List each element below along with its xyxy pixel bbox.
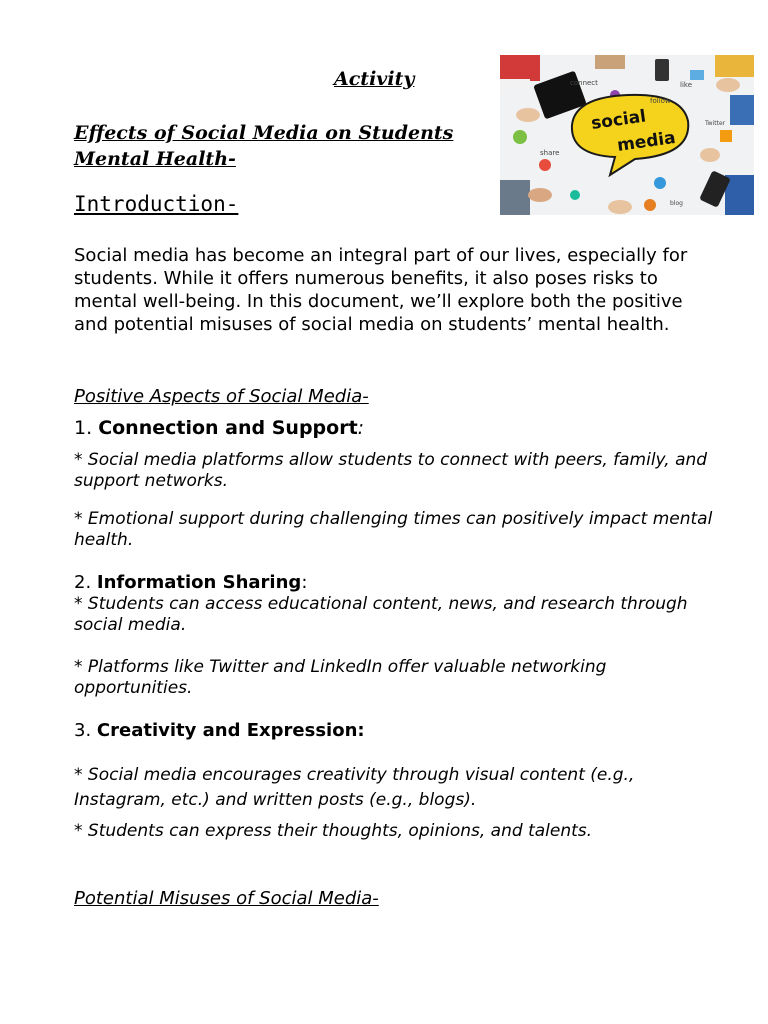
bullet-point: * Students can access educational content, news, and research through social media. — [74, 594, 688, 635]
item-title: Information Sharing — [96, 572, 302, 593]
document-title: Effects of Social Media on Students Mental Health- — [74, 122, 454, 170]
collage-word-connect: connect — [570, 79, 598, 87]
item-suffix: : — [357, 417, 365, 439]
item-number: 1. — [74, 417, 93, 439]
introduction-heading: Introduction- — [74, 192, 239, 216]
item-suffix: : — [301, 572, 308, 593]
collage-bubble-text-2: media — [615, 127, 677, 156]
item-information-sharing — [74, 572, 307, 593]
item-number: 3. — [74, 720, 92, 741]
positive-aspects-heading: Positive Aspects of Social Media- — [74, 386, 369, 407]
bullet-point: * Students can express their thoughts, opinions, and talents. — [74, 821, 593, 841]
collage-word-twitter: Twitter — [705, 120, 726, 127]
potential-misuses-heading: Potential Misuses of Social Media- — [74, 888, 379, 909]
collage-word-follow: follow — [650, 97, 671, 105]
item-title: Connection and Support — [98, 417, 358, 439]
collage-word-blog: blog — [670, 200, 683, 207]
bullet-point: * Platforms like Twitter and LinkedIn offer valuable networking opportunities. — [74, 657, 607, 698]
collage-bubble-text-1: social — [589, 106, 648, 134]
item-creativity-and-expression — [74, 720, 365, 741]
item-title: Creativity and Expression: — [96, 720, 365, 741]
collage-word-like: like — [680, 81, 693, 89]
introduction-paragraph: Social media has become an integral part of our lives, especially for students. While it offers numerous benefits, it also poses risks to mental well-being. In this document, we’ll explore both the positive and potential misuses of social media on students’ mental health. — [74, 245, 688, 335]
bullet-point: * Social media platforms allow students to connect with peers, family, and support networks. — [74, 450, 708, 491]
item-number: 2. — [74, 572, 92, 593]
collage-word-share: share — [540, 149, 560, 157]
social-media-collage-image — [500, 55, 754, 215]
activity-label: Activity — [334, 68, 415, 90]
item-connection-and-support — [74, 417, 364, 439]
bullet-point: * Emotional support during challenging times can positively impact mental health. — [74, 509, 713, 550]
bullet-point: * Social media encourages creativity through visual content (e.g., Instagram, etc.) and written posts (e.g., blogs). — [74, 765, 635, 810]
